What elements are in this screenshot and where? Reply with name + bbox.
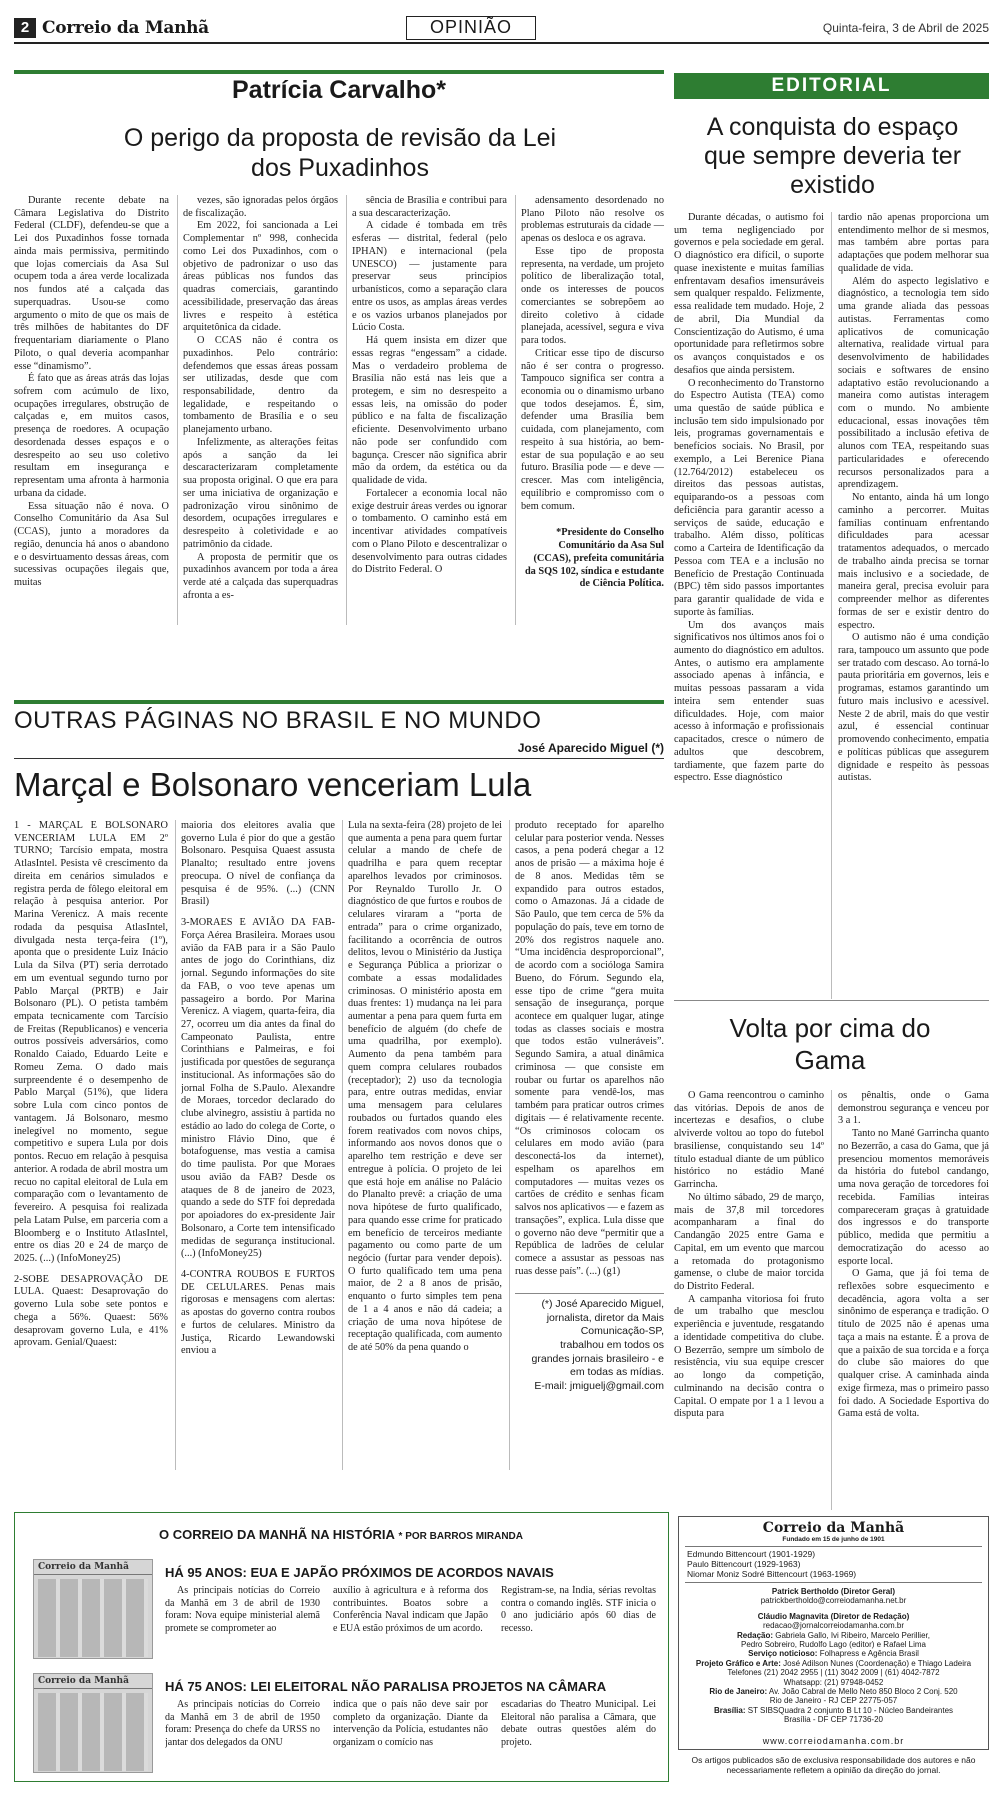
disclaimer: Os artigos publicados são de exclusiva responsabilidade dos autores e não necessariamente refletem a opinião da direção do jornal. — [691, 1755, 976, 1775]
thumbnail-columns — [38, 1579, 148, 1657]
founder: Paulo Bittencourt (1929-1963) — [687, 1559, 801, 1569]
thumbnail-masthead: Correio da Manhã — [34, 1674, 152, 1689]
author-signature: *Presidente do Conselho Comunitário da Asa Sul (CCAS), prefeita comunitária da SQS 102, síndica e estudante de Ciência Política. — [524, 527, 664, 590]
outras-col-1 — [14, 820, 168, 1470]
staff-line-label: Brasília: — [713, 1705, 746, 1715]
expediente-rule — [685, 1546, 982, 1547]
paragraph: maioria dos eleitores avalia que governo Lula é pior do que a gestão Bolsonaro. Pesquisa Quaest assusta Planalto; resultado entre jovens preocupa. O nível de confiança da pesquisa é de 95%. (...) (CNN Brasil) — [181, 820, 335, 908]
archive-thumbnail — [33, 1559, 153, 1659]
staff-line-text: Gabriela Gallo, Ivi Ribeiro, Marcelo Perillier, — [773, 1630, 930, 1640]
staff-line-label: Serviço noticioso: — [748, 1649, 818, 1659]
director-email: patrickbertholdo@correiodamanha.net.br — [760, 1596, 907, 1606]
staff-line-text: Rio de Janeiro - RJ CEP 22775-057 — [769, 1696, 898, 1706]
header-rule — [14, 42, 989, 44]
historia-col — [501, 1585, 656, 1657]
staff-line-label: Redação: — [737, 1630, 774, 1640]
staff-line — [683, 1706, 984, 1715]
staff-line-text: Whatsapp: (21) 97948-0452 — [783, 1677, 884, 1687]
site-link[interactable]: www.correiodamanha.com.br — [762, 1736, 905, 1746]
paragraph: vezes, são ignoradas pelos órgãos de fiscalização. — [183, 195, 338, 219]
outras-col-4 — [515, 820, 664, 1290]
opinion-top-rule — [14, 70, 664, 74]
paragraph: 3-MORAES E AVIÃO DA FAB-Força Aérea Brasileira. Moraes usou avião da FAB para ir a São Paulo antes de jogo do Corinthians, diz jornal. Segundo informações do site da FAB, o voo teve apenas um passageiro a bordo. Por Marina Verenicz. A viagem, quarta-feira, dia 27, ocorreu um dia antes da final do Campeonato Paulista, entre Corinthians e Palmeiras, e foi justificada por questões de segurança institucional. As informações são do jornal Folha de S.Paulo. Alexandre de Moraes, torcedor declarado do clube alvinegro, assistiu à partida no estádio ao lado do colega de Corte, o ministro Flávio Dino, que é botafoguense, mas vestia a camisa do time paulista. Por que Moraes usou avião da FAB? Desde os ataques de 8 de janeiro de 2023, quando a sede do STF foi depredada por apoiadores do ex-presidente Jair Bolsonaro, a Corte tem intensificado medidas de segurança institucional. (...) (InfoMoney25) — [181, 917, 335, 1260]
opinion-author: Patrícia Carvalho* — [232, 76, 446, 104]
gama-col-1 — [674, 1090, 824, 1510]
thumbnail-masthead: Correio da Manhã — [34, 1560, 152, 1575]
paragraph: No último sábado, 29 de março, mais de 37,8 mil torcedores acompanharam a final do Candangão 2025 entre Gama e Capital, em um evento que marcou a retomada do protagonismo gamense, o clube de maior torcida do Distrito Federal. — [674, 1191, 824, 1293]
paragraph: O CCAS não é contra os puxadinhos. Pelo contrário: defendemos que essas áreas possam ser utilizadas, desde que com responsabilidade, dentro da legalidade, e respeitando o tombamento de Brasília e o seu planejamento urbano. — [183, 335, 338, 436]
expediente-box — [678, 1516, 989, 1750]
gama-title: Volta por cima do Gama — [729, 1013, 931, 1075]
paragraph: O Gama reencontrou o caminho das vitórias. Depois de anos de incertezas e desafios, o clube alviverde voltou ao topo do futebol brasiliense, conquistando seu 14º título estadual diante de um público histórico no estádio Mané Garrincha. — [674, 1090, 824, 1191]
paper-logo: Correio da Manhã — [42, 18, 209, 38]
paragraph: Além do aspecto legislativo e diagnóstico, a tecnologia tem sido uma grande aliada das pessoas autistas. Ferramentas como aplicativos de comunicação alternativa, realidade virtual para desenvolvimento de habilidades sociais e softwares de ensino adaptativo estão revolucionando a maneira como autistas interagem com o mundo. No ambiente educacional, essas inovações têm possibilitado a inclusão efetiva de alunos com TEA, respeitando suas particularidades e oferecendo recursos personalizados para a aprendizagem. — [838, 275, 989, 491]
editor-name: Cláudio Magnavita (Diretor de Redação) — [757, 1611, 910, 1621]
staff-line-label: Projeto Gráfico e Arte: — [695, 1658, 781, 1668]
staff-line — [683, 1668, 984, 1677]
staff-line — [683, 1687, 984, 1696]
editorial-title: A conquista do espaço que sempre deveria ter existido — [703, 113, 962, 199]
column-divider — [175, 820, 176, 1470]
paragraph: Criticar esse tipo de discurso não é ser contra o progresso. Tampouco significa ser contra a economia ou o dinamismo urbano que todos desejamos. É, sim, defender uma Brasília bem cuidada, com planejamento, com respeito à sua história, ao bem-estar de sua população e ao seu futuro. Brasília pode — e deve — crescer. Mas com inteligência, equilíbrio e compromisso com o bem comum. — [521, 347, 664, 512]
historia-col — [501, 1699, 656, 1771]
editorial-col-1 — [674, 212, 824, 999]
page-header — [14, 15, 989, 41]
column-divider — [831, 1090, 832, 1510]
column-divider — [177, 195, 178, 625]
staff-line — [683, 1649, 984, 1658]
expediente-founded: Fundado em 15 de junho de 1901 — [782, 1536, 885, 1543]
paragraph: Registram-se, na Índia, sérias revoltas contra o comando inglês. STF inicia o 0 ano judiciário após 60 dias de recesso. — [501, 1585, 656, 1634]
opinion-col-3 — [352, 195, 507, 625]
outras-rule — [14, 758, 664, 759]
paragraph: escadarias do Theatro Municipal. Lei Eleitoral não paralisa a Câmara, que debate outras questões além do projeto. — [501, 1699, 656, 1748]
paragraph: Fortalecer a economia local não exige destruir áreas verdes ou ignorar o tombamento. O caminho está em incentivar atividades compatíveis com o Plano Piloto e descentralizar o desenvolvimento para outras cidades do Distrito Federal. O — [352, 487, 507, 576]
author-footnote — [515, 1298, 664, 1393]
staff-line-text: Telefones (21) 2042 2955 | (11) 3042 2009 | (61) 4042-7872 — [727, 1668, 940, 1678]
founder: Niomar Moniz Sodré Bittencourt (1963-1969) — [687, 1569, 857, 1579]
staff-line-text: Brasília - DF CEP 71736-20 — [783, 1715, 883, 1725]
paragraph: O autismo não é uma condição rara, tampouco um assunto que pode ser tratado com descaso. Ao torná-lo pauta prioritária em governos, leis e programas, estamos garantindo um futuro mais inclusivo e acessível. Neste 2 de abril, mais do que vestir azul, é essencial continuar promovendo conhecimento, empatia e políticas públicas que assegurem dignidade e respeito às pessoas autistas. — [838, 632, 989, 784]
historia-col — [165, 1699, 320, 1771]
paragraph: auxílio à agricultura e à reforma dos contribuintes. Boatos sobre a Conferência Naval indicam que Japão e EUA estão próximos de um acordo. — [333, 1585, 488, 1634]
paragraph: Durante décadas, o autismo foi um tema negligenciado por governos e pela sociedade em geral. O diagnóstico era difícil, o suporte quase inexistente e muitas famílias enfrentavam desafios imensuráveis sem qualquer respaldo. Felizmente, essa realidade tem mudado. Hoje, 2 de abril, Dia Mundial da Conscientização do Autismo, é uma oportunidade para refletirmos sobre os avanços conquistados e os desafios que ainda persistem. — [674, 212, 824, 376]
staff-block — [683, 1587, 984, 1725]
historia-box — [14, 1512, 669, 1782]
outras-top-rule — [14, 700, 664, 704]
paragraph: 4-CONTRA ROUBOS E FURTOS DE CELULARES. Penas mais rigorosas e mensagens com alertas: as apostas do governo contra roubos e furtos de celulares. Ministro da Justiça, Ricardo Lewandowski enviou a — [181, 1268, 335, 1357]
historia-col — [333, 1699, 488, 1771]
outras-col-3 — [348, 820, 502, 1470]
paragraph: As principais notícias do Correio da Manhã em 3 de abril de 1950 foram: Presença do chefe da URSS no jantar dos delegados da ONU — [165, 1699, 320, 1748]
outras-heading: OUTRAS PÁGINAS NO BRASIL E NO MUNDO — [14, 707, 542, 734]
footnote-line: (*) José Aparecido Miguel, — [541, 1298, 664, 1310]
historia-byline: * POR BARROS MIRANDA — [398, 1531, 523, 1542]
editorial-col-2 — [838, 212, 989, 999]
staff-line — [683, 1640, 984, 1649]
paragraph: Durante recente debate na Câmara Legislativa do Distrito Federal (CLDF), defendeu-se que a Lei dos Puxadinhos fosse tornada ainda mais permissiva, permitindo que lojas comerciais da Asa Sul ocupem toda a área verde localizada nos fundos até a calçada das superquadras. Usou-se como argumento o mito de que os mais de três milhões de habitantes do DF frequentariam diariamente o Plano Piloto, o qual deveria acompanhar esse “dinamismo”. — [14, 195, 169, 372]
founders-list — [687, 1549, 982, 1579]
section-label: OPINIÃO — [406, 16, 536, 40]
column-divider — [831, 212, 832, 999]
paragraph: 2-SOBE DESAPROVAÇÃO DE LULA. Quaest: Desaprovação do governo Lula sobe sete pontos e chega a 56%. Quaest: 56% desaprovam governo Lula, e 41% aprovam. Genial/Quaest: — [14, 1273, 168, 1349]
column-divider — [346, 195, 347, 625]
paragraph: Infelizmente, as alterações feitas após a sanção da lei descaracterizaram completamente sua proposta original. O que era para ser uma iniciativa de organização e padronização virou sinônimo de desordem, ocupações irregulares e desrespeito à coletividade e ao patrimônio da cidade. — [183, 436, 338, 550]
paragraph: A cidade é tombada em três esferas — distrital, federal (pelo IPHAN) e internacional (pela UNESCO) — justamente para preservar seus princípios urbanísticos, como a separação clara entre os usos, as amplas áreas verdes e os vazios urbanos planejados por Lúcio Costa. — [352, 220, 507, 334]
staff-line-text: Folhapress e Agência Brasil — [817, 1649, 919, 1659]
editorial-label: EDITORIAL — [674, 73, 989, 99]
historia-item-title: HÁ 75 ANOS: LEI ELEITORAL NÃO PARALISA PROJETOS NA CÂMARA — [165, 1679, 607, 1694]
outras-author: José Aparecido Miguel (*) — [517, 741, 664, 755]
staff-line-text: Av. João Cabral de Mello Neto 850 Bloco 2 Conj. 520 — [767, 1687, 958, 1697]
paragraph: 1 - MARÇAL E BOLSONARO VENCERIAM LULA EM 2º TURNO; Tarcísio empata, mostra AtlasIntel. Pesista vê crescimento da direita em cenários simulados e registra perda de fôlego eleitoral em relação à pesquisa anterior. Por Marina Verenicz. A mais recente rodada da pesquisa AtlasIntel, divulgada nesta terça-feira (1º), aponta que o presidente Luiz Inácio Lula da Silva (PT) seria derrotado em um eventual segundo turno por Pablo Marçal (PRTB) e Jair Bolsonaro (PL). O petista também empata tecnicamente com Tarcísio de Freitas (Republicanos) e venceria outros possíveis adversários, como Ronaldo Caiado, Eduardo Leite e Romeu Zema. O dado mais surpreendente é o desempenho de Pablo Marçal (51%), que lidera sobre Lula com cinco pontos de vantagem. Já Bolsonaro, mesmo inelegível no momento, segue competitivo e supera Lula por dois pontos. Recuo em relação à pesquisa anterior. A rodada de abril mostra um recuo no capital eleitoral de Lula em comparação com o levantamento de fevereiro. A pesquisa foi realizada pela Latam Pulse, em parceria com a Bloomberg e o Instituto AtlasIntel, entre os dias 20 e 24 de março de 2025. (...) (InfoMoney25) — [14, 820, 168, 1264]
paragraph: produto receptado for aparelho celular para posterior venda. Nesses casos, a pena poderá chegar a 12 anos de prisão — a máxima hoje é de 8 anos. Medidas têm se expandido para outros estados, como o Amazonas. Já a cidade de São Paulo, que tem cerca de 5% da população do país, teve em torno de 20% dos registros naquele ano. “Uma incidência desproporcional”, de acordo com a socióloga Samira Bueno, do Fórum. Segundo ela, esse tipo de crime “gera muita sensação de insegurança, porque acontece em qualquer lugar, atinge todas as classes sociais e mostra que todos estão vulneráveis”. Segundo Samira, a atual dinâmica criminosa — que consiste em roubar ou furtar os aparelhos não somente para vendê-los, mas também para praticar outros crimes digitais — é relativamente recente. “Os criminosos colocam os celulares em modo avião (para desconectá-los da internet), espelham os aparelhos em computadores — muitas vezes os cartões de crédito e senhas ficam salvos nos aplicativos — e fazem as transações”, explica. Lula disse que o governo não deve “permitir que a República de ladrões de celular comece a assustar as pessoas nas ruas desse país”. (...) (g1) — [515, 820, 664, 1277]
footnote-line: Comunicação-SP, — [580, 1325, 664, 1338]
thumbnail-columns — [38, 1693, 148, 1771]
staff-line — [683, 1631, 984, 1640]
page-number-box: 2 — [14, 18, 36, 38]
gama-top-rule — [674, 1000, 989, 1001]
historia-col — [165, 1585, 320, 1657]
opinion-col-4 — [521, 195, 664, 625]
paragraph: adensamento desordenado no Plano Piloto não resolve os problemas estruturais da cidade — apenas os desloca e os agrava. — [521, 195, 664, 245]
staff-line-text: ST SIBSQuadra 2 conjunto B Lt 10 - Núcleo Bandeirantes — [745, 1705, 954, 1715]
staff-line-text: Pedro Sobreiro, Rudolfo Lago (editor) e Rafael Lima — [741, 1640, 926, 1650]
paragraph: A proposta de permitir que os puxadinhos avancem por toda a área verde até a calçada das superquadras afronta a es- — [183, 551, 338, 601]
staff-line — [683, 1659, 984, 1668]
founder: Edmundo Bittencourt (1901-1929) — [687, 1549, 816, 1559]
paragraph: O Gama, que já foi tema de reflexões sobre esquecimento e decadência, agora volta a ser sinônimo de esperança e tradição. O título de 2025 não é apenas uma taça a mais na estante. É a prova de que a paixão de sua torcida e a força do clube são maiores do que qualquer crise. A caminhada ainda exige firmeza, mas o primeiro passo foi dado. A Sociedade Esportiva do Gama está de volta. — [838, 1268, 989, 1420]
historia-heading: O CORREIO DA MANHÃ NA HISTÓRIA — [158, 1527, 395, 1542]
paragraph: Há quem insista em dizer que essas regras “engessam” a cidade. Mas o verdadeiro problema de Brasília não está nas leis que a protegem, e sim no desrespeito a essas leis, na omissão do poder público e na falta de fiscalização eficiente. Desenvolvimento urbano não pode ser confundido com bagunça. Crescer não significa abrir mão da ordem, da estética ou da qualidade de vida. — [352, 335, 507, 487]
paragraph: Lula na sexta-feira (28) projeto de lei que aumenta a pena para quem furtar celular a mando de chefe de quadrilha e para quem receptar aparelhos levados por criminosos. Por Reynaldo Turollo Jr. O diagnóstico de que furtos e roubos de celulares viraram a “porta de entrada” para o crime organizado, facilitando a ocorrência de outros delitos, levou o Ministério da Justiça e Segurança Pública a priorizar o combate a essas modalidades criminosas. O ministério aposta em duas frentes: 1) mudança na lei para aumentar a pena para quem furta em benefício de alguém (do chefe de uma quadrilha, por exemplo). Aumento da pena também para quem compra celulares roubados (receptador); 2) uso da tecnologia para, entre outras medidas, enviar uma mensagem para celulares roubados ou furtados quando eles forem reativados com novos chips, informando aos novos donos que o aparelho tem restrição e deve ser entregue à polícia. O projeto de lei que está hoje em análise no Palácio do Planalto prevê: a criação de uma nova hipótese de furto qualificado, para quando esse crime for praticado em benefício de terceiros mediante pagamento ou como parte de um negócio (furtar para vender depois). O furto qualificado tem uma pena maior, de 2 a 8 anos de prisão, enquanto o furto simples tem pena de 1 a 4 anos e não dá cadeia; a criação de uma nova hipótese de receptação qualificada, com aumento de até 50% da pena quando o — [348, 820, 502, 1354]
paragraph: Essa situação não é nova. O Conselho Comunitário da Asa Sul (CCAS), junto a moradores da região, denuncia há anos o abandono e o desvirtuamento dessas áreas, com sucessivas ocupações ilegais que, muitas — [14, 500, 169, 589]
staff-line — [683, 1678, 984, 1687]
paragraph: sência de Brasília e contribui para a sua descaracterização. — [352, 195, 507, 219]
expediente-rule — [685, 1582, 982, 1583]
staff-line — [683, 1696, 984, 1705]
column-divider — [342, 820, 343, 1470]
column-divider — [509, 820, 510, 1470]
footnote-line: trabalhou em todos os — [560, 1338, 664, 1351]
column-divider — [515, 195, 516, 625]
historia-heading-row — [15, 1527, 667, 1545]
paragraph: No entanto, ainda há um longo caminho a percorrer. Muitas famílias continuam enfrentando dificuldades para acessar tratamentos adequados, o mercado de trabalho ainda precisa se tornar mais inclusivo e a sociedade, de maneira geral, precisa evoluir para compreender melhor as diferentes formas de ser e existir dentro do espectro. — [838, 492, 989, 631]
paragraph: É fato que as áreas atrás das lojas sofrem com acúmulo de lixo, ocupações irregulares, obstrução de calçadas e, em muitos casos, presença de roedores. A ocupação desordenada desses espaços e o desrespeito ao seu uso coletivo resultam em insegurança e representam uma afronta à harmonia urbana da cidade. — [14, 373, 169, 499]
outras-title: Marçal e Bolsonaro venceriam Lula — [14, 766, 532, 803]
editor-email: redacao@jornalcorreiodamanha.com.br — [762, 1621, 905, 1631]
paragraph: Esse tipo de proposta representa, na verdade, um projeto político de liberalização total, onde os interesses de poucos comerciantes se sobrepõem ao direito coletivo à cidade planejada, acessível, segura e viva para todos. — [521, 245, 664, 347]
footnote-rule — [515, 1293, 664, 1294]
paragraph: A campanha vitoriosa foi fruto de um trabalho que mesclou experiência e juventude, resgatando a identidade competitiva do clube. O Bezerrão, sempre um símbolo de resistência, viu sua equipe crescer ao longo da competição, culminando na decisão contra o Capital. O empate por 1 a 1 levou a disputa para — [674, 1293, 824, 1420]
archive-thumbnail — [33, 1673, 153, 1773]
staff-line-text: José Adilson Nunes (Coordenação) e Thiago Ladeira — [780, 1658, 972, 1668]
gama-col-2 — [838, 1090, 989, 1510]
footnote-line: grandes jornais brasileiro - e — [531, 1352, 664, 1365]
paragraph: tardio não apenas proporciona um entendimento melhor de si mesmos, mas também abre portas para adaptações que podem melhorar sua qualidade de vida. — [838, 212, 989, 274]
paragraph: Um dos avanços mais significativos nos últimos anos foi o aumento do diagnóstico em adultos. Antes, o autismo era amplamente associado apenas à infância, e muitas pessoas passaram a vida inteira sem entender suas dificuldades. Hoje, com maior acesso à informação e profissionais capacitados, cresce o número de adultos que descobrem, tardiamente, que fazem parte do espectro. Esse diagnóstico — [674, 619, 824, 784]
opinion-col-1 — [14, 195, 169, 625]
header-date: Quinta-feira, 3 de Abril de 2025 — [822, 21, 989, 35]
paragraph: O reconhecimento do Transtorno do Espectro Autista (TEA) como uma questão de saúde pública e inclusão tem sido impulsionado por leis, programas governamentais e benefícios sociais. No Brasil, por exemplo, a Lei Berenice Piana (12.764/2012) estabeleceu os direitos das pessoas autistas, equiparando-os a pessoas com deficiência para garantir acesso a serviços de saúde, educação e trabalho. Além disso, políticas como a Carteira de Identificação da Pessoa com TEA e a inclusão no Benefício de Prestação Continuada (BPC) têm sido passos importantes para garantir qualidade de vida e suporte às famílias. — [674, 377, 824, 618]
historia-col — [333, 1585, 488, 1657]
staff-line-label: Rio de Janeiro: — [709, 1687, 768, 1697]
opinion-col-2 — [183, 195, 338, 625]
opinion-title: O perigo da proposta de revisão da Lei dos Puxadinhos — [123, 124, 557, 182]
staff-line — [683, 1715, 984, 1724]
paragraph: Tanto no Mané Garrincha quanto no Bezerrão, a casa do Gama, que já presenciou momentos memoráveis da história do futebol candango, uma nova geração de torcedores foi recebida. Famílias inteiras compareceram graças à gratuidade dos ingressos e do transporte público, medida que permitiu a democratização do acesso ao esporte local. — [838, 1128, 989, 1267]
expediente-logo: Correio da Manhã — [762, 1520, 905, 1536]
outras-col-2 — [181, 820, 335, 1470]
paragraph: os pênaltis, onde o Gama demonstrou segurança e venceu por 3 a 1. — [838, 1090, 989, 1127]
footnote-line: em todas as mídias. — [570, 1366, 664, 1379]
director-name: Patrick Bertholdo (Diretor Geral) — [771, 1587, 896, 1596]
paragraph: indica que o país não deve sair por completo da organização. Diante da intervenção da Polícia, estudantes não organizam o comício nas — [333, 1699, 488, 1748]
historia-item-title: HÁ 95 ANOS: EUA E JAPÃO PRÓXIMOS DE ACORDOS NAVAIS — [165, 1565, 554, 1580]
paragraph: As principais notícias do Correio da Manhã em 3 de abril de 1930 foram: Nova equipe ministerial alemã promete se comprometer ao — [165, 1585, 320, 1634]
footnote-line: jornalista, diretor da Mais — [546, 1311, 664, 1324]
paragraph: Em 2022, foi sancionada a Lei Complementar nº 998, conhecida como Lei dos Puxadinhos, com o objetivo de padronizar o uso das áreas públicas nos fundos das quadras comerciais, garantindo acessibilidade, preservação das áreas livres e respeito à estética arquitetônica da cidade. — [183, 220, 338, 334]
footnote-email: E-mail: jmiguelj@gmail.com — [534, 1379, 664, 1392]
